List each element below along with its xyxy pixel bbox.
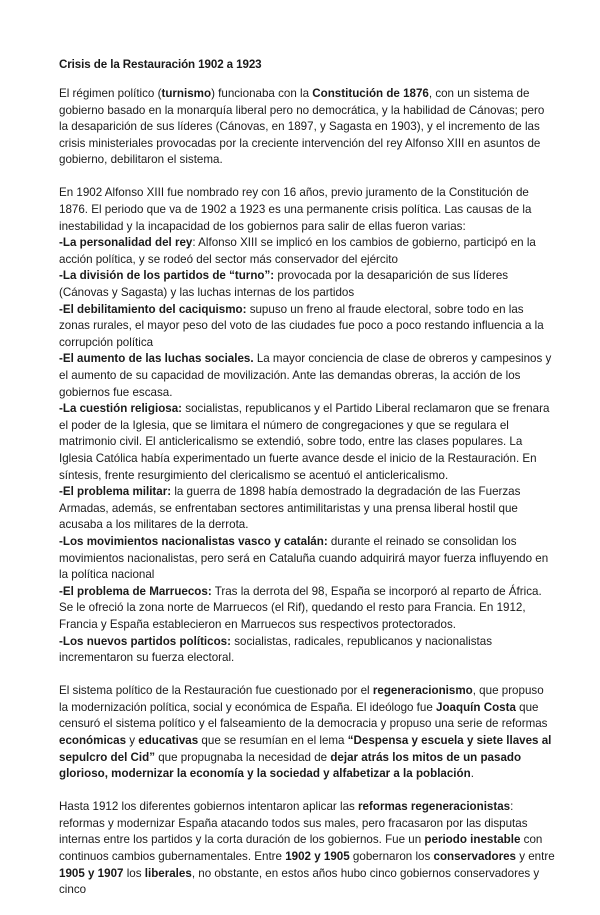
causes-list (59, 235, 555, 666)
item-text: provocada por la desaparición de sus líderes (Cánovas y Sagasta) y las luchas internas de los partidos (59, 269, 509, 300)
list-item (59, 534, 555, 584)
item-text: Tras la derrota del 98, España se incorporó al reparto de África. Se le ofreció la zona norte de Marruecos (el Rif), quedando el resto para Francia. En 1912, Francia y España establecieron en Marruecos sus respectivos protectorados. (59, 584, 542, 631)
paragraph-causes (59, 185, 555, 666)
text-run: que se resumían en el lema (198, 733, 348, 747)
bold-run: Joaquín Costa (436, 700, 516, 714)
text-run: los (123, 866, 145, 880)
text-run: : reformas y modernizar España atacando todos sus males, pero fracasaron por las disputas internas entre los partidos y la corta duración de los gobiernos. Fue un (59, 800, 528, 847)
bold-run: reformas regeneracionistas (358, 800, 511, 814)
bold-run: periodo inestable (424, 833, 521, 847)
bold-run: económicas (59, 733, 127, 747)
item-heading: -El problema militar: (59, 485, 172, 499)
bold-run: dejar atrás los mitos de un pasado glorioso, modernizar la economía y la sociedad y alfabetizar a la población (59, 750, 522, 781)
text-run: El sistema político de la Restauración fue cuestionado por el (59, 684, 373, 698)
text-run: gobernaron los (349, 850, 434, 864)
item-heading: -El debilitamiento del caciquismo: (59, 302, 247, 316)
item-text: La mayor conciencia de clase de obreros y campesinos y el aumento de su capacidad de movilización. Ante las demandas obreras, la acción de los gobiernos fue escasa. (59, 352, 552, 399)
list-item (59, 351, 555, 401)
bold-run: educativas (138, 733, 199, 747)
document-title: Crisis de la Restauración 1902 a 1923 (59, 58, 262, 71)
list-item (59, 302, 555, 352)
bold-run: conservadores (433, 850, 516, 864)
item-text: socialistas, radicales, republicanos y nacionalistas incrementaron su fuerza electoral. (59, 634, 492, 665)
item-heading: -Los movimientos nacionalistas vasco y catalán: (59, 534, 328, 548)
item-text: durante el reinado se consolidan los movimientos nacionalistas, pero será en Cataluña cuando adquirirá mayor fuerza influyendo en la política nacional (59, 534, 549, 582)
text-run: con continuos cambios gubernamentales. Entre (59, 833, 543, 864)
bold-run: regeneracionismo (372, 684, 473, 698)
paragraph-regeneracionismo (59, 683, 555, 783)
item-text: : Alfonso XIII se implicó en los cambios de gobierno, participó en la acción política, y se rodeó del sector más conservador del ejército (59, 236, 536, 266)
text-run: , con un sistema de gobierno basado en la monarquía liberal pero no democrática, y la habilidad de Cánovas; pero la desaparición de sus líderes (Cánovas, en 1897, y Sagasta en 1903), y el incremento de las crisis ministeriales provocadas por la creciente intervención del rey Alfonso XIII en asuntos de gobierno, debilitaron el sistema. (59, 87, 545, 167)
item-heading: -El problema de Marruecos: (59, 584, 212, 598)
bold-run: “Despensa y escuela y siete llaves al sepulcro del Cid” (59, 733, 552, 764)
item-text: supuso un freno al fraude electoral, sobre todo en las zonas rurales, el mayor peso del voto de las ciudades fue poco a poco restando influencia a la corrupción política (59, 302, 544, 349)
bold-run: liberales (144, 866, 192, 880)
list-item (59, 268, 555, 301)
text-run: Hasta 1912 los diferentes gobiernos intentaron aplicar las (59, 800, 359, 814)
bold-run: Constitución de 1876 (312, 87, 429, 100)
bold-run: turnismo (161, 87, 212, 100)
text-run: y (126, 733, 139, 747)
text-run: que censuró el sistema político y el falseamiento de la democracia y propuso una serie de reformas (59, 700, 548, 731)
item-text: socialistas, republicanos y el Partido Liberal reclamaron que se frenara el poder de la Iglesia, que se limitara el número de congregaciones y que se regulara el matrimonio civil. El anticlericalismo se extendió, sobre todo, entre las clases populares. La Iglesia Católica había experimentado un fuerte avance desde el inicio de la Restauración. En síntesis, frente resurgimiento del clericalismo se acentuó el anticlericalismo. (59, 402, 550, 482)
paragraph-reformas (59, 799, 555, 899)
bold-run: 1905 y 1907 (59, 866, 124, 880)
text-run: . (470, 767, 474, 781)
list-item (59, 634, 555, 667)
item-heading: -La cuestión religiosa: (59, 402, 183, 416)
list-item (59, 235, 555, 268)
item-heading: -La personalidad del rey (59, 236, 193, 250)
item-text: la guerra de 1898 había demostrado la degradación de las Fuerzas Armadas, además, se enfrentaban sectores antimilitaristas y una prensa liberal hostil que acusaba a los militares de la derrota. (59, 485, 521, 532)
document-body (59, 86, 555, 915)
item-heading: -La división de los partidos de “turno”: (59, 269, 275, 283)
text-run: que propugnaba la necesidad de (155, 750, 331, 764)
item-heading: -El aumento de las luchas sociales. (59, 352, 254, 366)
text-run: El régimen político ( (59, 87, 162, 100)
paragraph-turnismo (59, 86, 555, 169)
list-item (59, 484, 555, 534)
causes-intro: En 1902 Alfonso XIII fue nombrado rey con 16 años, previo juramento de la Constitución de 1876. El periodo que va de 1902 a 1923 es una permanente crisis política. Las causas de la inestabilidad y la incapacidad de los gobiernos para salir de ellas fueron varias: (59, 186, 532, 233)
text-run: y entre (516, 850, 555, 864)
item-heading: -Los nuevos partidos políticos: (59, 634, 231, 648)
text-run: ) funcionaba con la (211, 87, 313, 100)
list-item (59, 584, 555, 634)
text-run: , no obstante, en estos años hubo cinco gobiernos conservadores y cinco (59, 866, 540, 897)
list-item (59, 401, 555, 484)
text-run: , que propuso la modernización política, social y económica de España. El ideólogo fue (59, 684, 544, 714)
bold-run: 1902 y 1905 (285, 850, 350, 864)
